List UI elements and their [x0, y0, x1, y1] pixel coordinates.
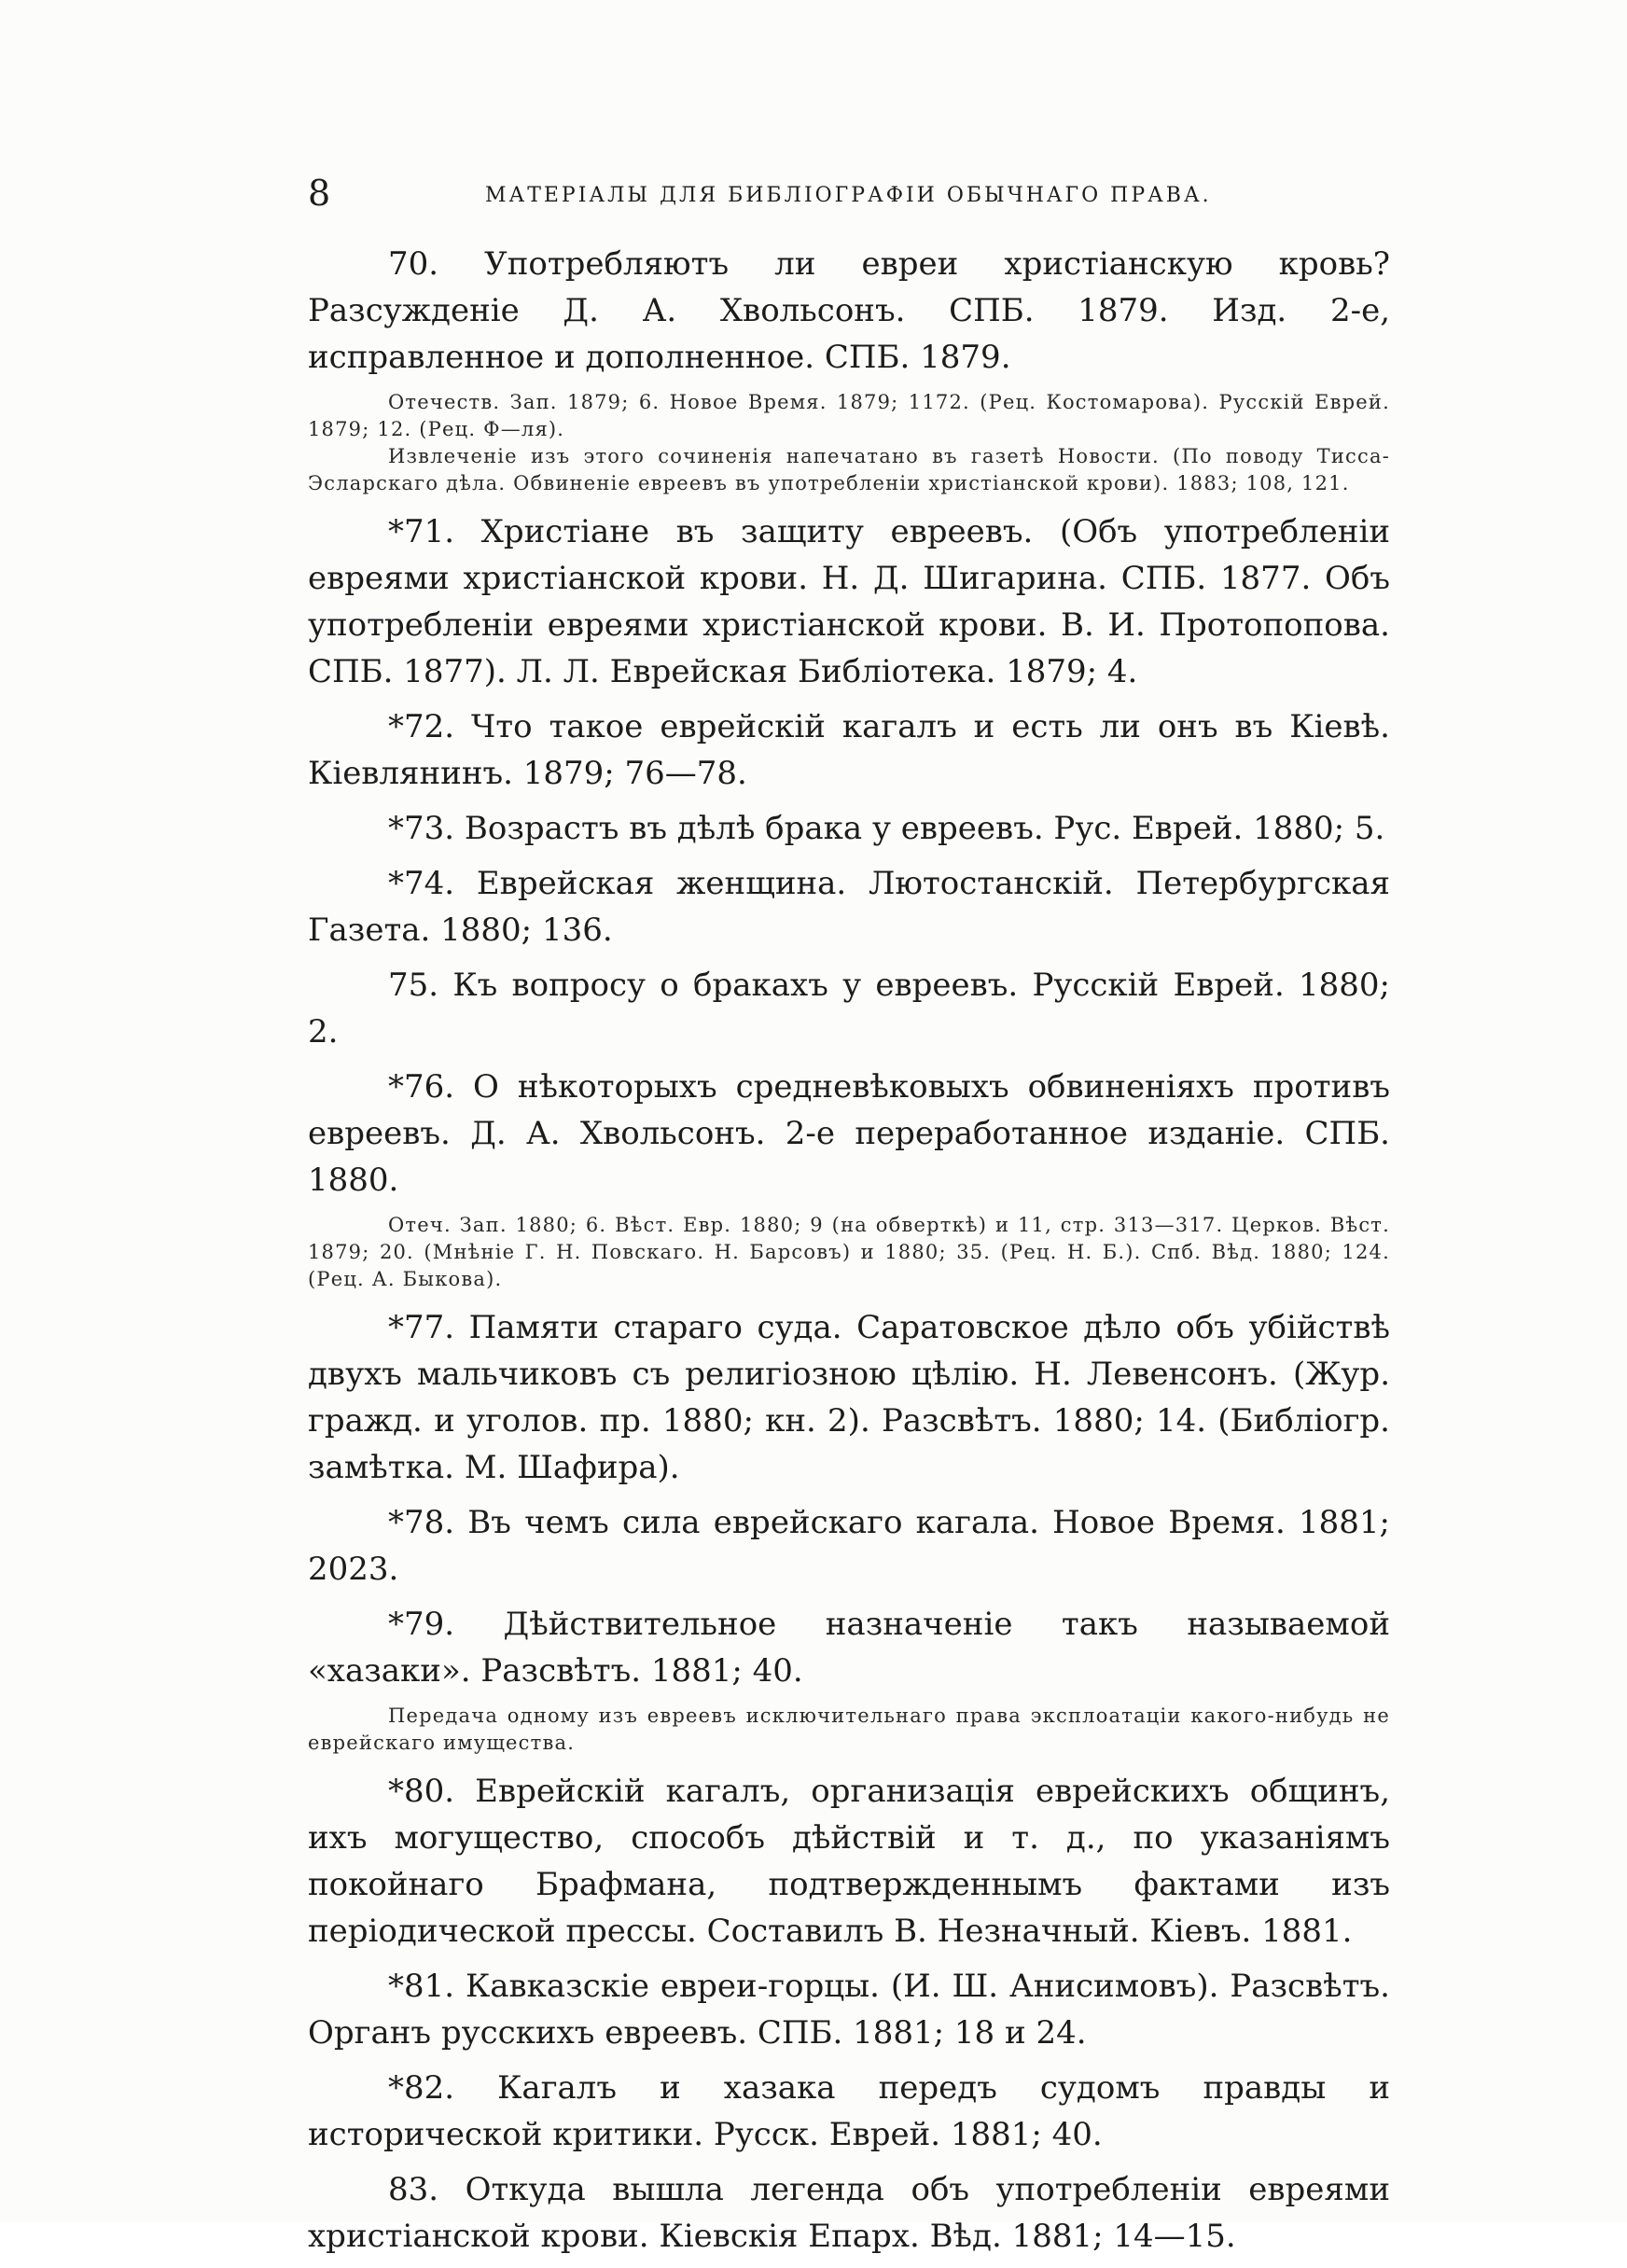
entry-79-note: Передача одному изъ евреевъ исключительнаго права эксплоатацiи какого-нибудь не еврейскаго имущества.	[308, 1704, 1390, 1754]
page-body	[308, 241, 1390, 2268]
page-header	[308, 173, 1390, 219]
entry-72: *72. Что такое еврейскiй кагалъ и есть ли онъ въ Кiевѣ. Кiевлянинъ. 1879; 76—78.	[308, 708, 1390, 792]
page-number: 8	[308, 173, 331, 214]
entry-81: *81. Кавказскiе евреи-горцы. (И. Ш. Анисимовъ). Разсвѣтъ. Органъ русскихъ евреевъ. СПБ. 1881; 18 и 24.	[308, 1968, 1390, 2052]
note-reviews: Отечеств. Зап. 1879; 6. Новое Время. 1879; 1172. (Рец. Костомарова). Русскій Еврей. 1879; 12. (Рец. Ф—ля).	[308, 391, 1390, 440]
note-excerpt: Извлеченіе изъ этого сочиненія напечатано въ газетѣ Новости. (По поводу Тисса-Эсларскаго дѣла. Обвиненіе евреевъ въ употребленіи христіанской крови). 1883; 108, 121.	[308, 445, 1390, 494]
entry-75: 75. Къ вопросу о бракахъ у евреевъ. Русскiй Еврей. 1880; 2.	[308, 967, 1390, 1051]
entry-80: *80. Еврейскiй кагалъ, организацiя еврейскихъ общинъ, ихъ могущество, способъ дѣйствiй и т. д., по указанiямъ покойнаго Брафмана, подтвержденнымъ фактами изъ перiодической прессы. Составилъ В. Незначный. Кiевъ. 1881.	[308, 1773, 1390, 1950]
entry-76: *76. О нѣкоторыхъ средневѣковыхъ обвиненiяхъ противъ евреевъ. Д. А. Хвольсонъ. 2-е переработанное изданiе. СПБ. 1880.	[308, 1068, 1390, 1199]
entry-83: 83. Откуда вышла легенда объ употребленiи евреями христiанской крови. Кiевскiя Епарх. Вѣд. 1881; 14—15.	[308, 2171, 1390, 2255]
entry-74: *74. Еврейская женщина. Лютостанскiй. Петербургская Газета. 1880; 136.	[308, 865, 1390, 949]
entry-73: *73. Возрастъ въ дѣлѣ брака у евреевъ. Рус. Еврей. 1880; 5.	[388, 810, 1385, 847]
entry-71: *71. Христiане въ защиту евреевъ. (Объ употребленiи евреями христiанской крови. Н. Д. Шигарина. СПБ. 1877. Объ употребленiи евреями христiанской крови. В. И. Протопопова. СПБ. 1877). Л. Л. Еврейская Библiотека. 1879; 4.	[308, 513, 1390, 690]
running-title: МАТЕРІАЛЫ ДЛЯ БИБЛІОГРАФІИ ОБЫЧНАГО ПРАВА.	[485, 184, 1212, 207]
entry-79: *79. Дѣйствительное назначенiе такъ называемой «хазаки». Разсвѣтъ. 1881; 40.	[308, 1606, 1390, 1690]
entry-77: *77. Памяти стараго суда. Саратовское дѣло объ убiйствѣ двухъ мальчиковъ съ религiозною цѣлiю. Н. Левенсонъ. (Жур. гражд. и уголов. пр. 1880; кн. 2). Разсвѣтъ. 1880; 14. (Библiогр. замѣтка. М. Шафира).	[308, 1309, 1390, 1486]
entry-70: 70. Употребляютъ ли евреи христіанскую кровь? Разсужденіе Д. А. Хвольсонъ. СПБ. 1879. Изд. 2-е, исправленное и дополненное. СПБ. 1879.	[308, 245, 1390, 376]
entry-70-notes	[308, 389, 1390, 497]
entry-82: *82. Кагалъ и хазака передъ судомъ правды и исторической критики. Русск. Еврей. 1881; 40.	[308, 2069, 1390, 2153]
entry-78: *78. Въ чемъ сила еврейскаго кагала. Новое Время. 1881; 2023.	[308, 1504, 1390, 1588]
entry-76-note: Отеч. Зап. 1880; 6. Вѣст. Евр. 1880; 9 (на обверткѣ) и 11, стр. 313—317. Церков. Вѣст. 1879; 20. (Мнѣнiе Г. Н. Повскаго. Н. Барсовъ) и 1880; 35. (Рец. Н. Б.). Спб. Вѣд. 1880; 124. (Рец. А. Быкова).	[308, 1214, 1390, 1290]
